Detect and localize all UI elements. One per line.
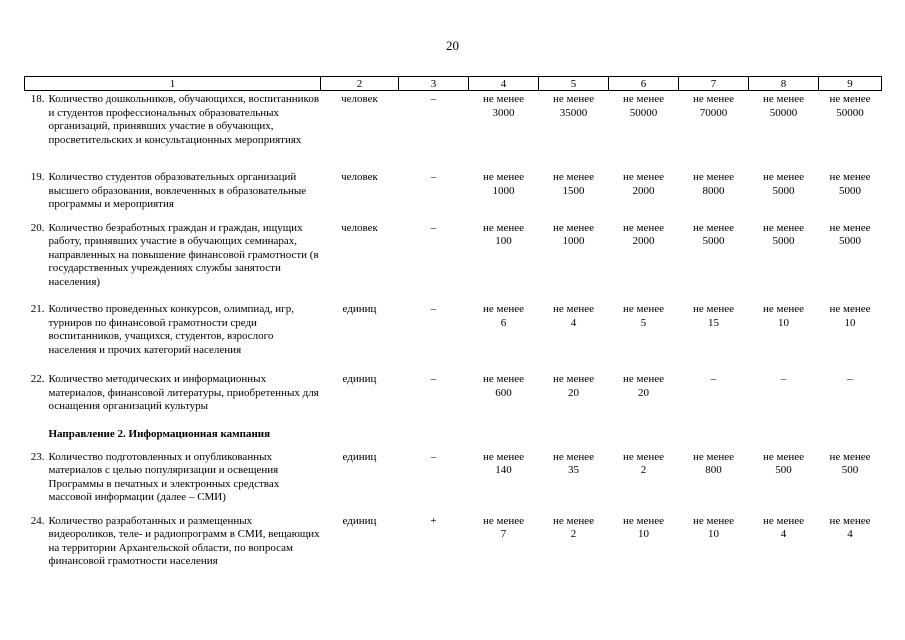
column-header: 9 xyxy=(819,77,882,91)
value-number: 100 xyxy=(495,235,512,247)
page-number: 20 xyxy=(446,38,459,53)
value-number: 1000 xyxy=(562,235,585,247)
value-qualifier: не менее xyxy=(829,450,871,463)
flag-cell: – xyxy=(430,450,437,463)
value-qualifier: не менее xyxy=(692,93,734,105)
table-body xyxy=(25,91,882,571)
value-qualifier: не менее xyxy=(762,450,804,463)
column-header: 6 xyxy=(609,77,679,91)
value-cell xyxy=(539,442,609,505)
value-cell xyxy=(819,289,882,359)
value-qualifier: не менее xyxy=(622,450,664,463)
indicator-name: Количество методических и информационных материалов, финансовой литературы, приобретенных для оснащения организаций культуры xyxy=(48,373,319,412)
value-number: 10 xyxy=(778,316,789,329)
table-row xyxy=(25,91,882,158)
value-qualifier: не менее xyxy=(829,514,871,527)
unit-cell: единиц xyxy=(342,514,377,527)
value-qualifier: не менее xyxy=(552,93,594,105)
value-qualifier: не менее xyxy=(762,514,804,527)
column-header: 7 xyxy=(679,77,749,91)
flag-cell: – xyxy=(430,303,437,315)
value-cell xyxy=(679,289,749,359)
table-row xyxy=(25,212,882,290)
section-header-row xyxy=(25,414,882,442)
value-cell xyxy=(609,157,679,212)
value-number: 7 xyxy=(500,528,507,540)
indicators-table xyxy=(24,76,882,571)
indicator-name: Количество студентов образовательных организаций высшего образования, вовлеченных в образовательные программы и мероприятия xyxy=(48,171,307,210)
value-number: 5000 xyxy=(702,235,725,247)
value-qualifier: не менее xyxy=(482,221,524,234)
section-title: Направление 2. Информационная кампания xyxy=(48,427,271,440)
row-number: 18. xyxy=(30,93,45,105)
value-qualifier: не менее xyxy=(622,514,664,527)
table-row xyxy=(25,442,882,505)
value-number: 5000 xyxy=(772,235,795,247)
value-cell xyxy=(819,359,882,414)
value-cell xyxy=(469,91,539,158)
value-cell xyxy=(749,505,819,571)
flag-cell: + xyxy=(430,514,437,527)
value-qualifier: не менее xyxy=(552,221,594,234)
value-number: 600 xyxy=(495,386,512,399)
flag-cell: – xyxy=(430,221,437,234)
value-number: 50000 xyxy=(629,106,658,119)
table-row xyxy=(25,157,882,212)
value-number: 1000 xyxy=(492,184,515,197)
value-number: 2000 xyxy=(632,235,655,247)
flag-cell: – xyxy=(430,171,437,183)
value-number: 4 xyxy=(570,316,577,329)
value-number: 5000 xyxy=(772,184,795,197)
row-number: 23. xyxy=(30,450,45,463)
value-number: 5000 xyxy=(839,235,861,247)
row-number: 19. xyxy=(30,171,45,183)
value-qualifier: не менее xyxy=(692,514,734,527)
indicator-name: Количество дошкольников, обучающихся, воспитанников и студентов профессиональных образовательных организаций, принявших участие в обучающих, просветительских и консультационных мероприятиях xyxy=(48,93,320,146)
value-cell xyxy=(469,157,539,212)
value-cell xyxy=(469,212,539,290)
column-header: 2 xyxy=(321,77,399,91)
value-cell xyxy=(679,157,749,212)
unit-cell: единиц xyxy=(342,373,377,385)
value-cell xyxy=(469,359,539,414)
table-row xyxy=(25,505,882,571)
value-cell xyxy=(679,359,749,414)
unit-cell: человек xyxy=(341,221,378,234)
column-header: 3 xyxy=(399,77,469,91)
value-number: 3000 xyxy=(492,106,515,119)
value-cell xyxy=(539,212,609,290)
value-qualifier: не менее xyxy=(552,303,594,315)
value-qualifier: не менее xyxy=(482,93,524,105)
table-row xyxy=(25,359,882,414)
value-qualifier: не менее xyxy=(829,171,871,183)
value-number: 4 xyxy=(847,528,853,540)
column-header: 1 xyxy=(25,77,321,91)
value-qualifier: не менее xyxy=(692,450,734,463)
value-number: 2 xyxy=(570,528,577,540)
value-qualifier: не менее xyxy=(762,171,804,183)
value-number: 35000 xyxy=(559,106,588,119)
value-number: 50000 xyxy=(836,106,864,119)
value-number: 4 xyxy=(780,528,787,540)
value-cell xyxy=(749,289,819,359)
value-cell xyxy=(539,505,609,571)
value-qualifier: не менее xyxy=(829,93,871,105)
value-qualifier: не менее xyxy=(482,373,524,385)
value-cell xyxy=(609,289,679,359)
value-number: 15 xyxy=(708,316,719,329)
value-qualifier: не менее xyxy=(482,514,524,527)
value-number: 20 xyxy=(638,386,649,399)
indicator-name: Количество проведенных конкурсов, олимпиад, игр, турниров по финансовой грамотности среди воспитанников, учащихся, студентов, взрослого населения и прочих категорий населения xyxy=(48,303,294,356)
value-cell xyxy=(609,91,679,158)
value-cell xyxy=(749,442,819,505)
flag-cell: – xyxy=(430,93,437,105)
value-qualifier: не менее xyxy=(552,171,594,183)
value-qualifier: не менее xyxy=(762,221,804,234)
indicator-name: Количество безработных граждан и граждан, ищущих работу, принявших участие в обучающих семинарах, направленных на повышение финансовой грамотности (в государственных учреждениях службы занятости населения) xyxy=(48,221,319,288)
value-cell xyxy=(609,505,679,571)
value-qualifier: не менее xyxy=(552,450,594,463)
value-number: 140 xyxy=(495,464,512,476)
column-header-row xyxy=(25,77,882,91)
value-number: 5 xyxy=(640,316,647,329)
value-qualifier: не менее xyxy=(482,171,524,183)
value-number: 2 xyxy=(640,464,647,476)
value-qualifier: – xyxy=(710,373,717,385)
value-cell xyxy=(609,212,679,290)
row-number: 20. xyxy=(30,221,45,234)
value-cell xyxy=(679,91,749,158)
value-cell xyxy=(469,442,539,505)
value-number: 500 xyxy=(841,464,859,476)
value-number: 5000 xyxy=(839,184,861,197)
value-number: 10 xyxy=(708,528,719,540)
column-header: 5 xyxy=(539,77,609,91)
value-number: 10 xyxy=(638,528,649,540)
value-qualifier: не менее xyxy=(692,171,734,183)
indicator-name: Количество подготовленных и опубликованных материалов с целью популяризации и освещения Программы в печатных и электронных средствах массовой информации (далее – СМИ) xyxy=(48,450,280,503)
value-cell xyxy=(469,505,539,571)
flag-cell: – xyxy=(430,373,437,385)
value-cell xyxy=(539,289,609,359)
value-cell xyxy=(679,505,749,571)
value-qualifier: не менее xyxy=(482,303,524,315)
value-cell xyxy=(819,157,882,212)
value-qualifier: не менее xyxy=(622,171,664,183)
value-cell xyxy=(679,212,749,290)
row-number: 22. xyxy=(30,373,45,385)
value-cell xyxy=(539,359,609,414)
row-number: 21. xyxy=(30,303,45,315)
value-number: 10 xyxy=(844,316,856,329)
unit-cell: единиц xyxy=(342,303,377,315)
value-qualifier: – xyxy=(780,373,787,385)
row-number: 24. xyxy=(30,514,45,527)
value-number: 35 xyxy=(568,464,579,476)
value-number: 6 xyxy=(500,316,507,329)
unit-cell: человек xyxy=(341,171,378,183)
indicator-name: Количество разработанных и размещенных видеороликов, теле- и радиопрограмм в СМИ, вещающих на территории Архангельской области, по вопросам финансовой грамотности населения xyxy=(48,514,320,567)
value-qualifier: не менее xyxy=(692,221,734,234)
value-qualifier: не менее xyxy=(622,221,664,234)
value-qualifier: не менее xyxy=(552,514,594,527)
value-cell xyxy=(749,359,819,414)
table-row xyxy=(25,289,882,359)
value-number: 800 xyxy=(705,464,722,476)
value-qualifier: не менее xyxy=(692,303,734,315)
value-qualifier: не менее xyxy=(552,373,594,385)
value-number: 70000 xyxy=(699,106,728,119)
value-qualifier: не менее xyxy=(622,373,664,385)
unit-cell: единиц xyxy=(342,450,377,463)
value-cell xyxy=(539,91,609,158)
value-cell xyxy=(819,212,882,290)
value-qualifier: – xyxy=(847,373,853,385)
value-cell xyxy=(679,442,749,505)
value-cell xyxy=(749,91,819,158)
value-number: 8000 xyxy=(702,184,725,197)
value-number: 500 xyxy=(775,464,792,476)
value-number: 20 xyxy=(568,386,579,399)
value-number: 1500 xyxy=(562,184,585,197)
unit-cell: человек xyxy=(341,93,378,105)
column-header: 8 xyxy=(749,77,819,91)
value-cell xyxy=(609,359,679,414)
value-cell xyxy=(819,442,882,505)
value-qualifier: не менее xyxy=(622,303,664,315)
value-cell xyxy=(749,212,819,290)
value-qualifier: не менее xyxy=(762,303,804,315)
value-number: 50000 xyxy=(769,106,798,119)
value-cell xyxy=(469,289,539,359)
value-cell xyxy=(539,157,609,212)
value-qualifier: не менее xyxy=(622,93,664,105)
value-number: 2000 xyxy=(632,184,655,197)
value-cell xyxy=(819,91,882,158)
value-cell xyxy=(749,157,819,212)
value-cell xyxy=(609,442,679,505)
column-header: 4 xyxy=(469,77,539,91)
value-qualifier: не менее xyxy=(762,93,804,105)
value-qualifier: не менее xyxy=(829,303,871,315)
value-cell xyxy=(819,505,882,571)
value-qualifier: не менее xyxy=(829,221,871,234)
value-qualifier: не менее xyxy=(482,450,524,463)
